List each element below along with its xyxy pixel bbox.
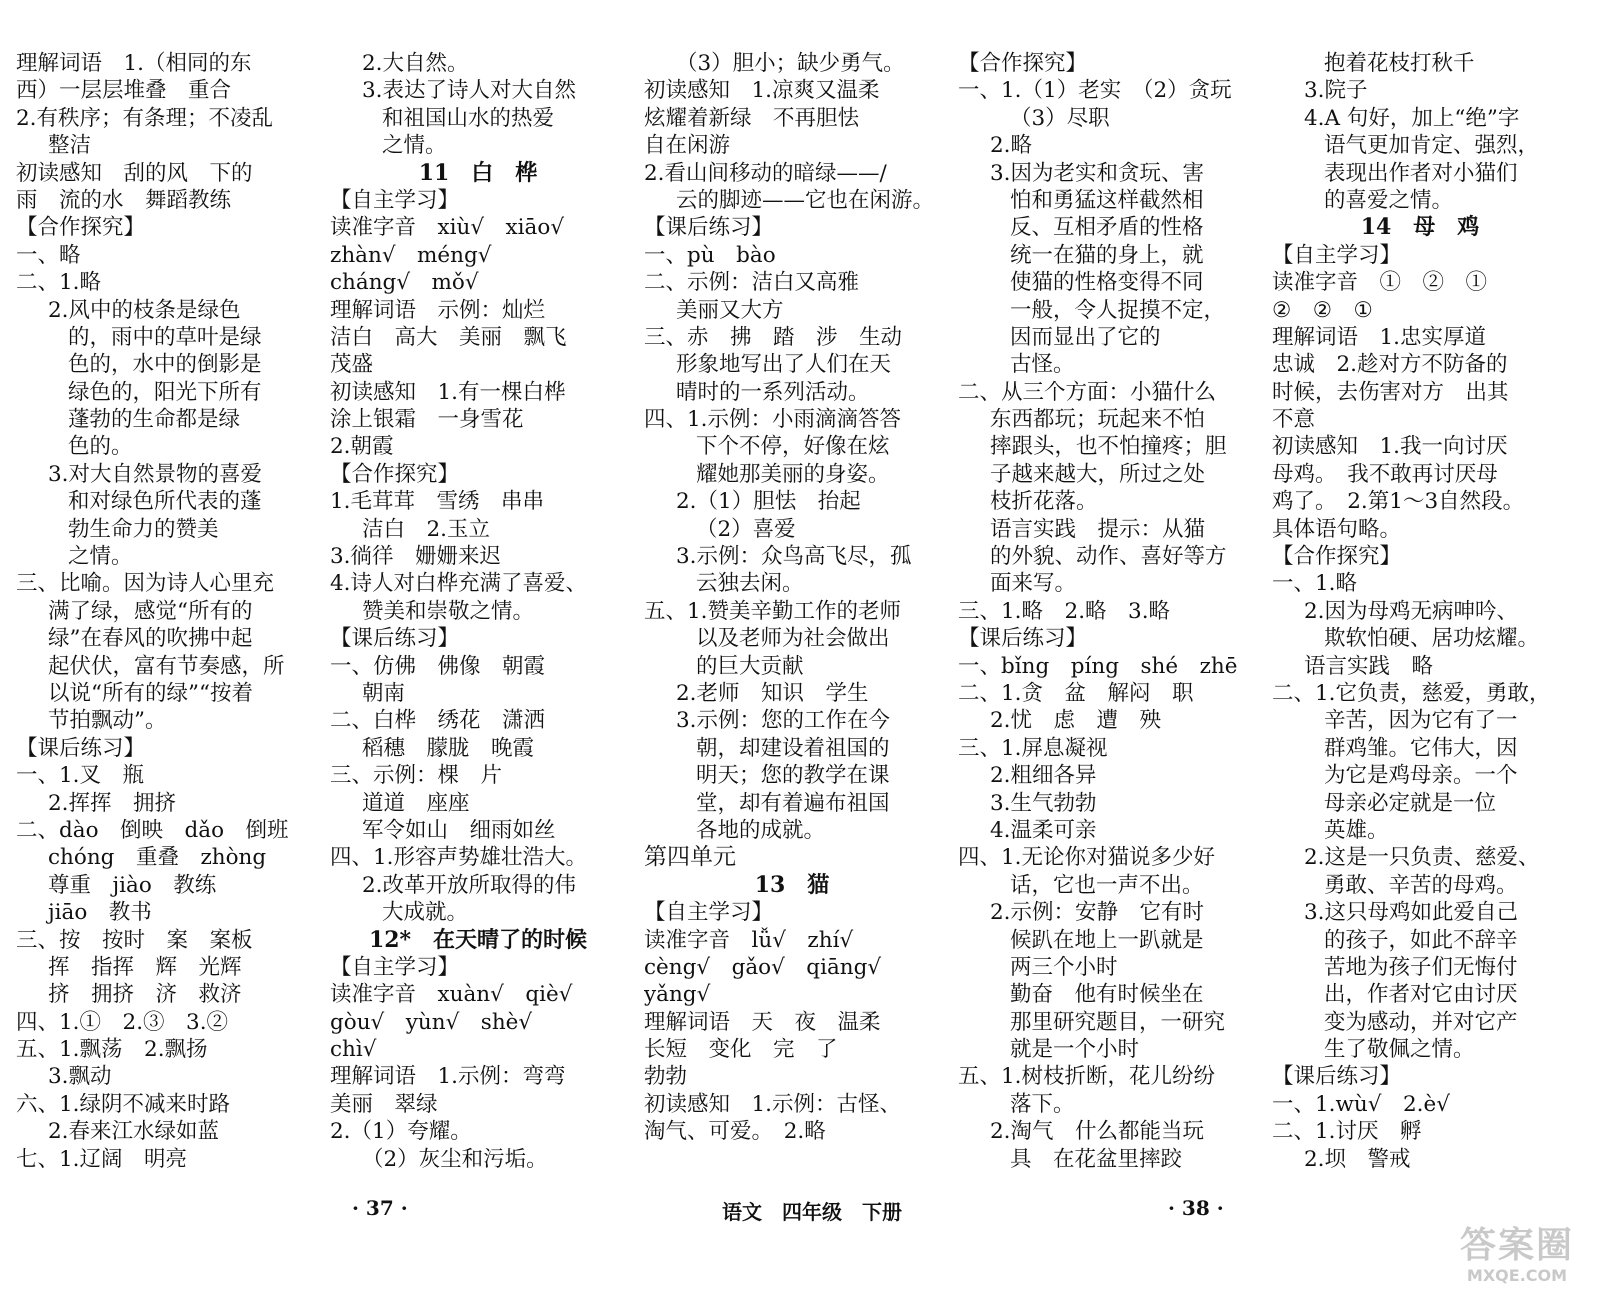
answer-line: 一、1.叉 瓶 — [16, 763, 145, 789]
answer-line: cèng√ gǎo√ qiāng√ — [644, 954, 882, 980]
answer-line: 道道 座座 — [362, 790, 470, 816]
answer-line: 洁白 高大 美丽 飘飞 — [330, 324, 567, 350]
answer-line: 炫耀着新绿 不再胆怯 — [644, 105, 860, 131]
answer-line: 3.院子 — [1304, 78, 1368, 104]
answer-line: 二、1.它负责，慈爱，勇敢， — [1272, 680, 1551, 706]
answer-line: 自在闲游 — [644, 133, 731, 159]
answer-line: 淘气、可爱。 2.略 — [644, 1119, 826, 1145]
answer-line: 语气更加肯定、强烈， — [1324, 133, 1540, 159]
answer-line: 朝，却建设着祖国的 — [696, 735, 890, 761]
answer-line: 具体语句略。 — [1272, 516, 1402, 542]
answer-line: （2）灰尘和污垢。 — [362, 1146, 548, 1172]
answer-line: 四、1.① 2.③ 3.② — [16, 1009, 229, 1035]
answer-line: 满了绿，感觉“所有的 — [48, 598, 253, 624]
answer-line: 的喜爱之情。 — [1324, 187, 1454, 213]
unit-heading: 第四单元 — [644, 844, 736, 871]
answer-line: 尊重 jiào 教练 — [48, 872, 217, 898]
answer-line: 反、互相矛盾的性格 — [1010, 215, 1204, 241]
answer-line: （3）尽职 — [1010, 105, 1110, 131]
watermark-url: MXQE.COM — [1466, 1266, 1568, 1285]
answer-line: 3.徜徉 姗姗来迟 — [330, 544, 502, 570]
answer-line: 【课后练习】 — [1272, 1064, 1402, 1090]
answer-line: 变为感动，并对它产 — [1324, 1009, 1518, 1035]
answer-line: 那里研究题目，一研究 — [1010, 1009, 1226, 1035]
answer-line: 读准字音 xuàn√ qiè√ — [330, 982, 573, 1008]
answer-line: 之情。 — [68, 544, 133, 570]
watermark-logo: 答案圈 — [1459, 1225, 1574, 1266]
answer-line: 理解词语 1.忠实厚道 — [1272, 324, 1487, 350]
answer-line: 一、1.wù√ 2.è√ — [1272, 1091, 1450, 1117]
answer-line: 大成就。 — [382, 900, 469, 926]
answer-line: 二、1.贪 盆 解闷 职 — [958, 680, 1194, 706]
answer-line: 就是一个小时 — [1010, 1037, 1140, 1063]
answer-line: 美丽又大方 — [676, 297, 784, 323]
answer-line: 4.A 句好，加上“绝”字 — [1304, 105, 1520, 131]
answer-line: 母鸡。 我不敢再讨厌母 — [1272, 461, 1498, 487]
answer-line: chóng 重叠 zhòng — [48, 845, 267, 871]
answer-line: 摔跟头，也不怕撞疼；胆 — [990, 434, 1227, 460]
book-title-footer: 语文 四年级 下册 — [722, 1200, 902, 1224]
answer-line: 理解词语 示例：灿烂 — [330, 297, 546, 323]
answer-line: 生了敬佩之情。 — [1324, 1037, 1475, 1063]
answer-line: 以及老师为社会做出 — [696, 626, 890, 652]
page-number-left: · 37 · — [352, 1196, 408, 1220]
answer-line: 读准字音 lǚ√ zhí√ — [644, 927, 854, 953]
answer-line: 2.老师 知识 学生 — [676, 680, 869, 706]
answer-line: 一、仿佛 佛像 朝霞 — [330, 653, 546, 679]
answer-line: 勃勃 — [644, 1064, 688, 1090]
answer-line: 理解词语 1.（相同的东 — [16, 51, 252, 76]
answer-line: 以说“所有的绿”“按着 — [48, 680, 253, 706]
answer-line: 【自主学习】 — [330, 954, 460, 980]
answer-line: 【合作探究】 — [1272, 544, 1402, 570]
answer-line: 面来写。 — [990, 571, 1077, 597]
answer-line: 七、1.辽阔 明亮 — [16, 1146, 188, 1172]
answer-line: 两三个小时 — [1010, 954, 1118, 980]
answer-line: 四、1.无论你对猫说多少好 — [958, 845, 1216, 871]
answer-line: 出，作者对它由讨厌 — [1324, 982, 1518, 1008]
answer-line: 【课后练习】 — [958, 626, 1088, 652]
answer-line: 抱着花枝打秋千 — [1324, 51, 1475, 76]
answer-line: 使猫的性格变得不同 — [1010, 270, 1204, 296]
answer-line: 整洁 — [48, 133, 92, 159]
answer-line: 2.看山间移动的暗绿——/ — [644, 160, 887, 186]
answer-line: 2.因为母鸡无病呻吟、 — [1304, 598, 1519, 624]
answer-line: 读准字音 ① ② ① — [1272, 270, 1488, 296]
answer-line: 明天；您的教学在课 — [696, 763, 890, 789]
answer-line: 话，它也一声不出。 — [1010, 872, 1204, 898]
answer-line: chì√ — [330, 1037, 377, 1063]
text-column-1 — [16, 50, 312, 1173]
answer-line: 表现出作者对小猫们 — [1324, 160, 1518, 186]
answer-line: gòu√ yùn√ shè√ — [330, 1009, 533, 1035]
answer-line: 云的脚迹——它也在闲游。 — [676, 187, 935, 213]
answer-line: 的，雨中的草叶是绿 — [68, 324, 262, 350]
answer-line: 初读感知 1.我一向讨厌 — [1272, 434, 1508, 460]
answer-line: 不意 — [1272, 407, 1316, 433]
answer-line: 三、1.略 2.略 3.略 — [958, 598, 1171, 624]
answer-line: 3.示例：您的工作在今 — [676, 708, 891, 734]
answer-line: 【合作探究】 — [958, 51, 1088, 76]
answer-line: 起伏伏，富有节奏感，所 — [48, 653, 285, 679]
answer-line: 一、略 — [16, 242, 81, 268]
answer-line: 挥 指挥 辉 光辉 — [48, 954, 242, 980]
answer-line: 四、1.示例：小雨滴滴答答 — [644, 407, 902, 433]
answer-line: 赞美和崇敬之情。 — [362, 598, 535, 624]
answer-line: 堂，却有着遍布祖国 — [696, 790, 890, 816]
answer-line: 形象地写出了人们在天 — [676, 352, 892, 378]
answer-line: 统一在猫的身上，就 — [1010, 242, 1204, 268]
answer-line: 3.这只母鸡如此爱自己 — [1304, 900, 1519, 926]
answer-line: 2.（1）夸耀。 — [330, 1119, 472, 1145]
answer-line: ② ② ① — [1272, 297, 1373, 323]
answer-line: 2.大自然。 — [362, 51, 469, 76]
answer-line: yǎng√ — [644, 982, 711, 1008]
answer-line: 因而显出了它的 — [1010, 324, 1161, 350]
answer-line: 具 在花盆里摔跤 — [1010, 1146, 1183, 1172]
answer-line: 2.坝 警戒 — [1304, 1146, 1411, 1172]
answer-line: 理解词语 1.示例：弯弯 — [330, 1064, 566, 1090]
answer-line: 一、1.略 — [1272, 571, 1358, 597]
answer-line: 五、1.树枝折断，花儿纷纷 — [958, 1064, 1216, 1090]
answer-line: 语言实践 略 — [1304, 653, 1434, 679]
answer-line: 之情。 — [382, 133, 447, 159]
answer-line: 各地的成就。 — [696, 817, 826, 843]
answer-line: 二、示例：洁白又高雅 — [644, 270, 860, 296]
answer-line: 二、白桦 绣花 潇洒 — [330, 708, 546, 734]
answer-line: 二、1.略 — [16, 270, 102, 296]
answer-line: 云独去闲。 — [696, 571, 804, 597]
answer-line: 耀她那美丽的身姿。 — [696, 461, 890, 487]
answer-line: 4.诗人对白桦充满了喜爱、 — [330, 571, 588, 597]
answer-line: 一般，令人捉摸不定， — [1010, 297, 1226, 323]
answer-line: 洁白 2.玉立 — [362, 516, 491, 542]
answer-line: 六、1.绿阴不减来时路 — [16, 1091, 231, 1117]
answer-line: 二、dào 倒映 dǎo 倒班 — [16, 817, 289, 843]
lesson-title: 13 猫 — [754, 871, 830, 898]
answer-line: 军令如山 细雨如丝 — [362, 817, 556, 843]
answer-line: 鸡了。 2.第1～3自然段。 — [1272, 489, 1525, 515]
answer-line: 二、1.讨厌 孵 — [1272, 1119, 1422, 1145]
answer-line: 苦地为孩子们无悔付 — [1324, 954, 1518, 980]
answer-line: 五、1.飘荡 2.飘扬 — [16, 1037, 208, 1063]
answer-line: 茂盛 — [330, 352, 374, 378]
answer-line: 群鸡雏。它伟大，因 — [1324, 735, 1518, 761]
text-column-5 — [1272, 50, 1568, 1173]
answer-line: 初读感知 刮的风 下的 — [16, 160, 253, 186]
answer-line: 2.示例：安静 它有时 — [990, 900, 1205, 926]
answer-line: 长短 变化 完 了 — [644, 1037, 838, 1063]
answer-line: 落下。 — [1010, 1091, 1075, 1117]
answer-line: 读准字音 xiù√ xiāo√ — [330, 215, 565, 241]
answer-line: 一、pù bào — [644, 242, 776, 268]
answer-line: 勤奋 他有时候坐在 — [1010, 982, 1204, 1008]
answer-line: 【自主学习】 — [1272, 242, 1402, 268]
lesson-title: 12* 在天晴了的时候 — [368, 926, 588, 953]
answer-line: 3.飘动 — [48, 1064, 112, 1090]
answer-line: 2.忧 虑 遭 殃 — [990, 708, 1162, 734]
answer-line: 五、1.赞美辛勤工作的老师 — [644, 598, 902, 624]
answer-line: 三、按 按时 案 案板 — [16, 927, 253, 953]
answer-line: 母亲必定就是一位 — [1324, 790, 1497, 816]
answer-line: 挤 拥挤 济 救济 — [48, 982, 242, 1008]
answer-line: 初读感知 1.有一棵白桦 — [330, 379, 566, 405]
answer-line: 和对绿色所代表的蓬 — [68, 489, 262, 515]
answer-line: 绿”在春风的吹拂中起 — [48, 626, 253, 652]
answer-line: 3.对大自然景物的喜爱 — [48, 461, 263, 487]
answer-line: 辛苦，因为它有了一 — [1324, 708, 1518, 734]
answer-line: 三、1.屏息凝视 — [958, 735, 1108, 761]
answer-line: 初读感知 1.凉爽又温柔 — [644, 78, 880, 104]
answer-line: 涂上银霜 一身雪花 — [330, 407, 524, 433]
answer-line: 为它是鸡母亲。一个 — [1324, 763, 1518, 789]
answer-line: 和祖国山水的热爱 — [382, 105, 555, 131]
answer-line: 2.挥挥 拥挤 — [48, 790, 177, 816]
answer-line: 【自主学习】 — [330, 187, 460, 213]
answer-line: （3）胆小；缺少勇气。 — [676, 51, 905, 76]
answer-line: 子越来越大，所过之处 — [990, 461, 1206, 487]
answer-line: 稻穗 朦胧 晚霞 — [362, 735, 535, 761]
answer-line: 3.因为老实和贪玩、害 — [990, 160, 1205, 186]
answer-line: 的巨大贡献 — [696, 653, 804, 679]
answer-line: 2.（1）胆怯 抬起 — [676, 489, 861, 515]
answer-line: 的外貌、动作、喜好等方 — [990, 544, 1227, 570]
answer-line: 【合作探究】 — [330, 461, 460, 487]
answer-line: 时候，去伤害对方 出其 — [1272, 379, 1509, 405]
answer-line: （2）喜爱 — [696, 516, 796, 542]
page-number-right: · 38 · — [1168, 1196, 1224, 1220]
answer-line: jiāo 教书 — [48, 900, 152, 926]
answer-line: 初读感知 1.示例：古怪、 — [644, 1091, 902, 1117]
answer-line: 东西都玩；玩起来不怕 — [990, 407, 1206, 433]
answer-line: 怕和勇猛这样截然相 — [1010, 187, 1204, 213]
answer-line: 绿色的，阳光下所有 — [68, 379, 262, 405]
answer-line: 忠诚 2.趁对方不防备的 — [1272, 352, 1508, 378]
answer-line: 三、赤 拂 踏 涉 生动 — [644, 324, 903, 350]
answer-line: 美丽 翠绿 — [330, 1091, 438, 1117]
answer-line: 三、示例：棵 片 — [330, 763, 503, 789]
answer-line: 三、比喻。因为诗人心里充 — [16, 571, 275, 597]
answer-line: 2.改革开放所取得的伟 — [362, 872, 577, 898]
answer-line: 枝折花落。 — [990, 489, 1098, 515]
answer-line: zhàn√ méng√ — [330, 242, 492, 268]
answer-line: 2.这是一只负责、慈爱、 — [1304, 845, 1540, 871]
answer-line: 西）一层层堆叠 重合 — [16, 78, 232, 104]
answer-line: 晴时的一系列活动。 — [676, 379, 870, 405]
answer-line: 一、bǐng píng shé zhē — [958, 653, 1238, 679]
answer-line: 【课后练习】 — [644, 215, 774, 241]
answer-line: 2.有秩序；有条理；不凌乱 — [16, 105, 274, 131]
answer-line: 勇敢、辛苦的母鸡。 — [1324, 872, 1518, 898]
answer-line: 色的。 — [68, 434, 133, 460]
answer-line: 【课后练习】 — [16, 735, 146, 761]
answer-line: 古怪。 — [1010, 352, 1075, 378]
answer-line: 3.示例：众鸟高飞尽，孤 — [676, 544, 912, 570]
answer-line: 蓬勃的生命都是绿 — [68, 407, 241, 433]
answer-line: 雨 流的水 舞蹈教练 — [16, 187, 232, 213]
text-column-2 — [330, 50, 626, 1173]
answer-line: 3.表达了诗人对大自然 — [362, 78, 577, 104]
answer-line: 勃生命力的赞美 — [68, 516, 219, 542]
answer-line: 2.淘气 什么都能当玩 — [990, 1119, 1205, 1145]
lesson-title: 14 母 鸡 — [1360, 214, 1480, 241]
answer-line: 下个不停，好像在炫 — [696, 434, 890, 460]
watermark — [1442, 1226, 1592, 1296]
answer-line: 2.略 — [990, 133, 1033, 159]
text-column-3 — [644, 50, 940, 1146]
answer-line: 英雄。 — [1324, 817, 1389, 843]
answer-line: 3.生气勃勃 — [990, 790, 1097, 816]
answer-line: 的孩子，如此不辞辛 — [1324, 927, 1518, 953]
answer-line: 理解词语 天 夜 温柔 — [644, 1009, 881, 1035]
answer-line: 朝南 — [362, 680, 406, 706]
answer-line: 色的，水中的倒影是 — [68, 352, 262, 378]
answer-line: 节拍飘动”。 — [48, 708, 167, 734]
answer-line: 二、从三个方面：小猫什么 — [958, 379, 1217, 405]
answer-line: 【课后练习】 — [330, 626, 460, 652]
text-column-4 — [958, 50, 1254, 1173]
answer-line: 欺软怕硬、居功炫耀。 — [1324, 626, 1540, 652]
answer-line: 2.春来江水绿如蓝 — [48, 1119, 220, 1145]
answer-line: 【自主学习】 — [644, 900, 774, 926]
answer-line: cháng√ mǒ√ — [330, 270, 479, 296]
answer-line: 候趴在地上一趴就是 — [1010, 927, 1204, 953]
answer-line: 四、1.形容声势雄壮浩大。 — [330, 845, 588, 871]
answer-line: 1.毛茸茸 雪绣 串串 — [330, 489, 545, 515]
lesson-title: 11 白 桦 — [418, 159, 538, 186]
answer-line: 【合作探究】 — [16, 215, 146, 241]
answer-line: 2.朝霞 — [330, 434, 394, 460]
answer-line: 4.温柔可亲 — [990, 817, 1097, 843]
answer-line: 2.风中的枝条是绿色 — [48, 297, 241, 323]
answer-line: 一、1.（1）老实 （2）贪玩 — [958, 78, 1232, 104]
answer-line: 语言实践 提示：从猫 — [990, 516, 1206, 542]
answer-line: 2.粗细各异 — [990, 763, 1097, 789]
